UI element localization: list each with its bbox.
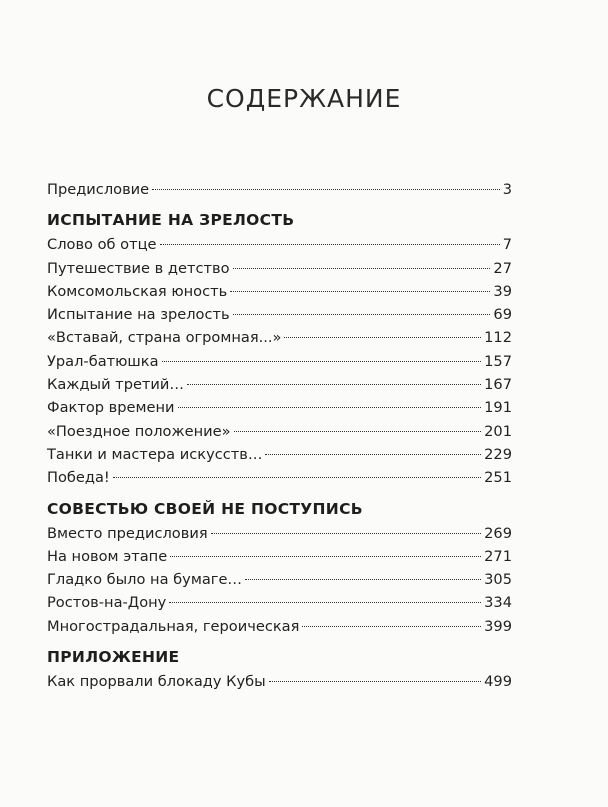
dot-leader (269, 681, 481, 682)
section-heading: СОВЕСТЬЮ СВОЕЙ НЕ ПОСТУПИСЬ (47, 499, 363, 518)
dot-leader (284, 337, 481, 338)
toc-entry: Каждый третий… 167 (47, 376, 512, 394)
dot-leader (230, 291, 490, 292)
toc-entry: «Вставай, страна огромная...» 112 (47, 329, 512, 347)
toc-entry: Гладко было на бумаге… 305 (47, 571, 512, 589)
toc-entry: Комсомольская юность 39 (47, 282, 512, 300)
dot-leader (265, 454, 481, 455)
toc-entry: Ростов-на-Дону 334 (47, 594, 512, 612)
dot-leader (234, 431, 482, 432)
toc-entry: Танки и мастера искусств… 229 (47, 445, 512, 463)
dot-leader (113, 477, 481, 478)
toc-entry: «Поездное положение» 201 (47, 422, 512, 440)
toc-entry: Многострадальная, героическая 399 (47, 617, 512, 635)
toc-entry: Слово об отце 7 (47, 236, 512, 254)
toc-entry: Победа! 251 (47, 469, 512, 487)
page-title: СОДЕРЖАНИЕ (206, 84, 402, 113)
toc-entry: На новом этапе 271 (47, 547, 512, 565)
toc-entry: Фактор времени 191 (47, 399, 512, 417)
toc-entry: Вместо предисловия 269 (47, 524, 512, 542)
toc-entry: Как прорвали блокаду Кубы 499 (47, 673, 512, 691)
dot-leader (162, 361, 482, 362)
dot-leader (245, 579, 481, 580)
dot-leader (170, 556, 481, 557)
toc-entry: Путешествие в детство 27 (47, 259, 512, 277)
dot-leader (178, 407, 482, 408)
dot-leader (233, 314, 491, 315)
section-heading: ПРИЛОЖЕНИЕ (47, 648, 180, 667)
table-of-contents (47, 178, 512, 693)
dot-leader (187, 384, 481, 385)
toc-entry-label: Предисловие (47, 181, 150, 198)
toc-entry-preface (47, 178, 512, 201)
section-heading: ИСПЫТАНИЕ НА ЗРЕЛОСТЬ (47, 211, 295, 230)
toc-entry: Испытание на зрелость 69 (47, 306, 512, 324)
dot-leader (169, 602, 481, 603)
dot-leader (211, 533, 482, 534)
toc-entry: Урал-батюшка 157 (47, 352, 512, 370)
toc-page-number: 3 (502, 181, 512, 198)
dot-leader (233, 268, 491, 269)
dot-leader (160, 244, 500, 245)
dot-leader (152, 189, 500, 190)
dot-leader (302, 626, 481, 627)
